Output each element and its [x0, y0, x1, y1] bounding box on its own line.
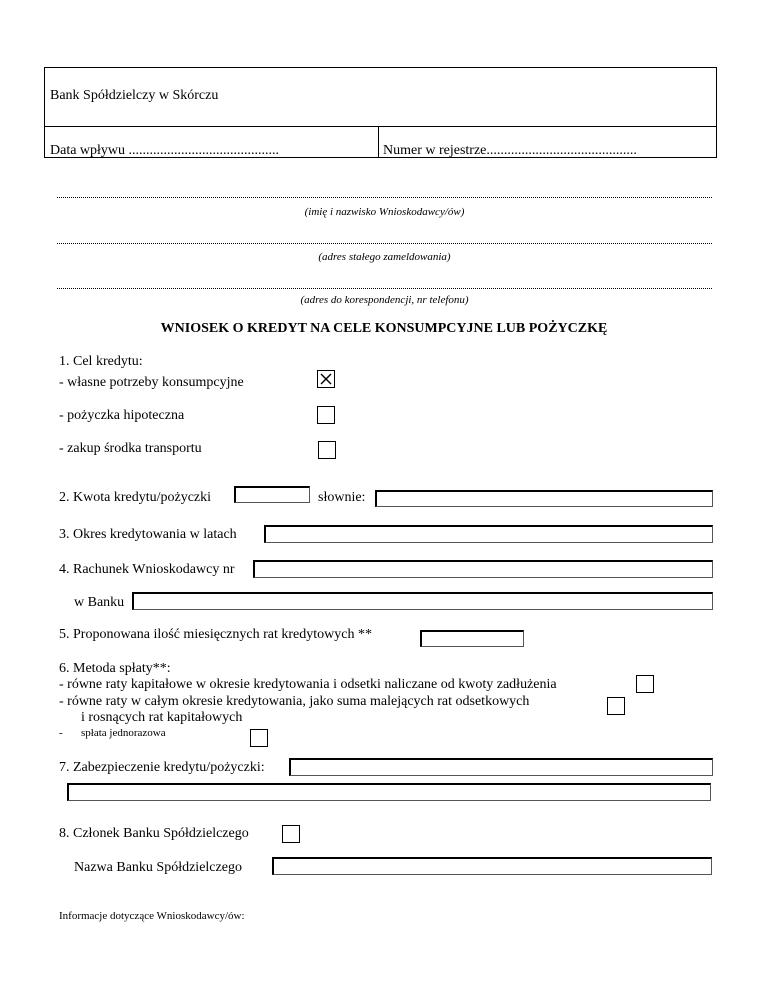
collateral-input[interactable]: [289, 758, 713, 776]
account-label: 4. Rachunek Wnioskodawcy nr: [59, 562, 235, 577]
correspondence-address-line[interactable]: [57, 288, 712, 289]
repayment-option-annuity: - równe raty w całym okresie kredytowania, jako suma malejących rat odsetkowych: [59, 694, 530, 709]
member-bank-name-input[interactable]: [272, 857, 712, 875]
amount-words-input[interactable]: [375, 490, 713, 507]
applicant-name-line[interactable]: [57, 197, 712, 198]
repayment-option-equal-capital: - równe raty kapitałowe w okresie kredytowania i odsetki naliczane od kwoty zadłużenia: [59, 677, 557, 692]
installments-input[interactable]: [420, 630, 524, 647]
purpose-transport-checkbox[interactable]: [318, 441, 336, 459]
header-column-divider: [378, 126, 379, 158]
repayment-label: 6. Metoda spłaty**:: [59, 661, 171, 676]
purpose-mortgage-checkbox[interactable]: [317, 406, 335, 424]
repayment-option-lump-dash: -: [59, 727, 63, 739]
repayment-lump-checkbox[interactable]: [250, 729, 268, 747]
register-number-field[interactable]: Numer w rejestrze...........................................: [383, 143, 637, 158]
header-table: [44, 67, 717, 158]
permanent-address-caption: (adres stałego zameldowania): [318, 251, 451, 263]
header-row-divider: [45, 126, 716, 127]
account-bank-input[interactable]: [132, 592, 713, 610]
repayment-annuity-checkbox[interactable]: [607, 697, 625, 715]
installments-label: 5. Proponowana ilość miesięcznych rat kredytowych **: [59, 627, 372, 642]
applicant-name-caption: (imię i nazwisko Wnioskodawcy/ów): [304, 206, 465, 218]
repayment-option-annuity-cont: i rosnących rat kapitałowych: [81, 710, 243, 725]
purpose-option-transport: - zakup środka transportu: [59, 441, 202, 456]
correspondence-address-caption: (adres do korespondencji, nr telefonu): [300, 294, 469, 306]
repayment-equal-capital-checkbox[interactable]: [636, 675, 654, 693]
member-bank-name-label: Nazwa Banku Spółdzielczego: [74, 860, 242, 875]
member-label: 8. Członek Banku Spółdzielczego: [59, 826, 249, 841]
member-checkbox[interactable]: [282, 825, 300, 843]
purpose-option-mortgage: - pożyczka hipoteczna: [59, 408, 185, 423]
form-title: WNIOSEK O KREDYT NA CELE KONSUMPCYJNE LUB POŻYCZKĘ: [160, 321, 608, 336]
date-received-field[interactable]: Data wpływu ...........................................: [50, 143, 280, 158]
amount-input[interactable]: [234, 486, 310, 503]
repayment-option-lump: spłata jednorazowa: [81, 727, 166, 739]
amount-label: 2. Kwota kredytu/pożyczki: [59, 490, 212, 505]
amount-words-label: słownie:: [318, 490, 366, 505]
account-input[interactable]: [253, 560, 713, 578]
account-bank-label: w Banku: [74, 595, 125, 610]
purpose-consumer-checkbox[interactable]: [317, 370, 335, 388]
applicant-info-heading: Informacje dotyczące Wnioskodawcy/ów:: [59, 910, 245, 922]
period-label: 3. Okres kredytowania w latach: [59, 527, 237, 542]
collateral-input-continued[interactable]: [67, 783, 711, 801]
collateral-label: 7. Zabezpieczenie kredytu/pożyczki:: [59, 760, 265, 775]
checkbox-x-icon: [318, 371, 334, 387]
permanent-address-line[interactable]: [57, 243, 712, 244]
bank-name: Bank Spółdzielczy w Skórczu: [50, 88, 219, 103]
purpose-label: 1. Cel kredytu:: [59, 354, 143, 369]
purpose-option-consumer: - własne potrzeby konsumpcyjne: [59, 375, 244, 390]
period-input[interactable]: [264, 525, 713, 543]
